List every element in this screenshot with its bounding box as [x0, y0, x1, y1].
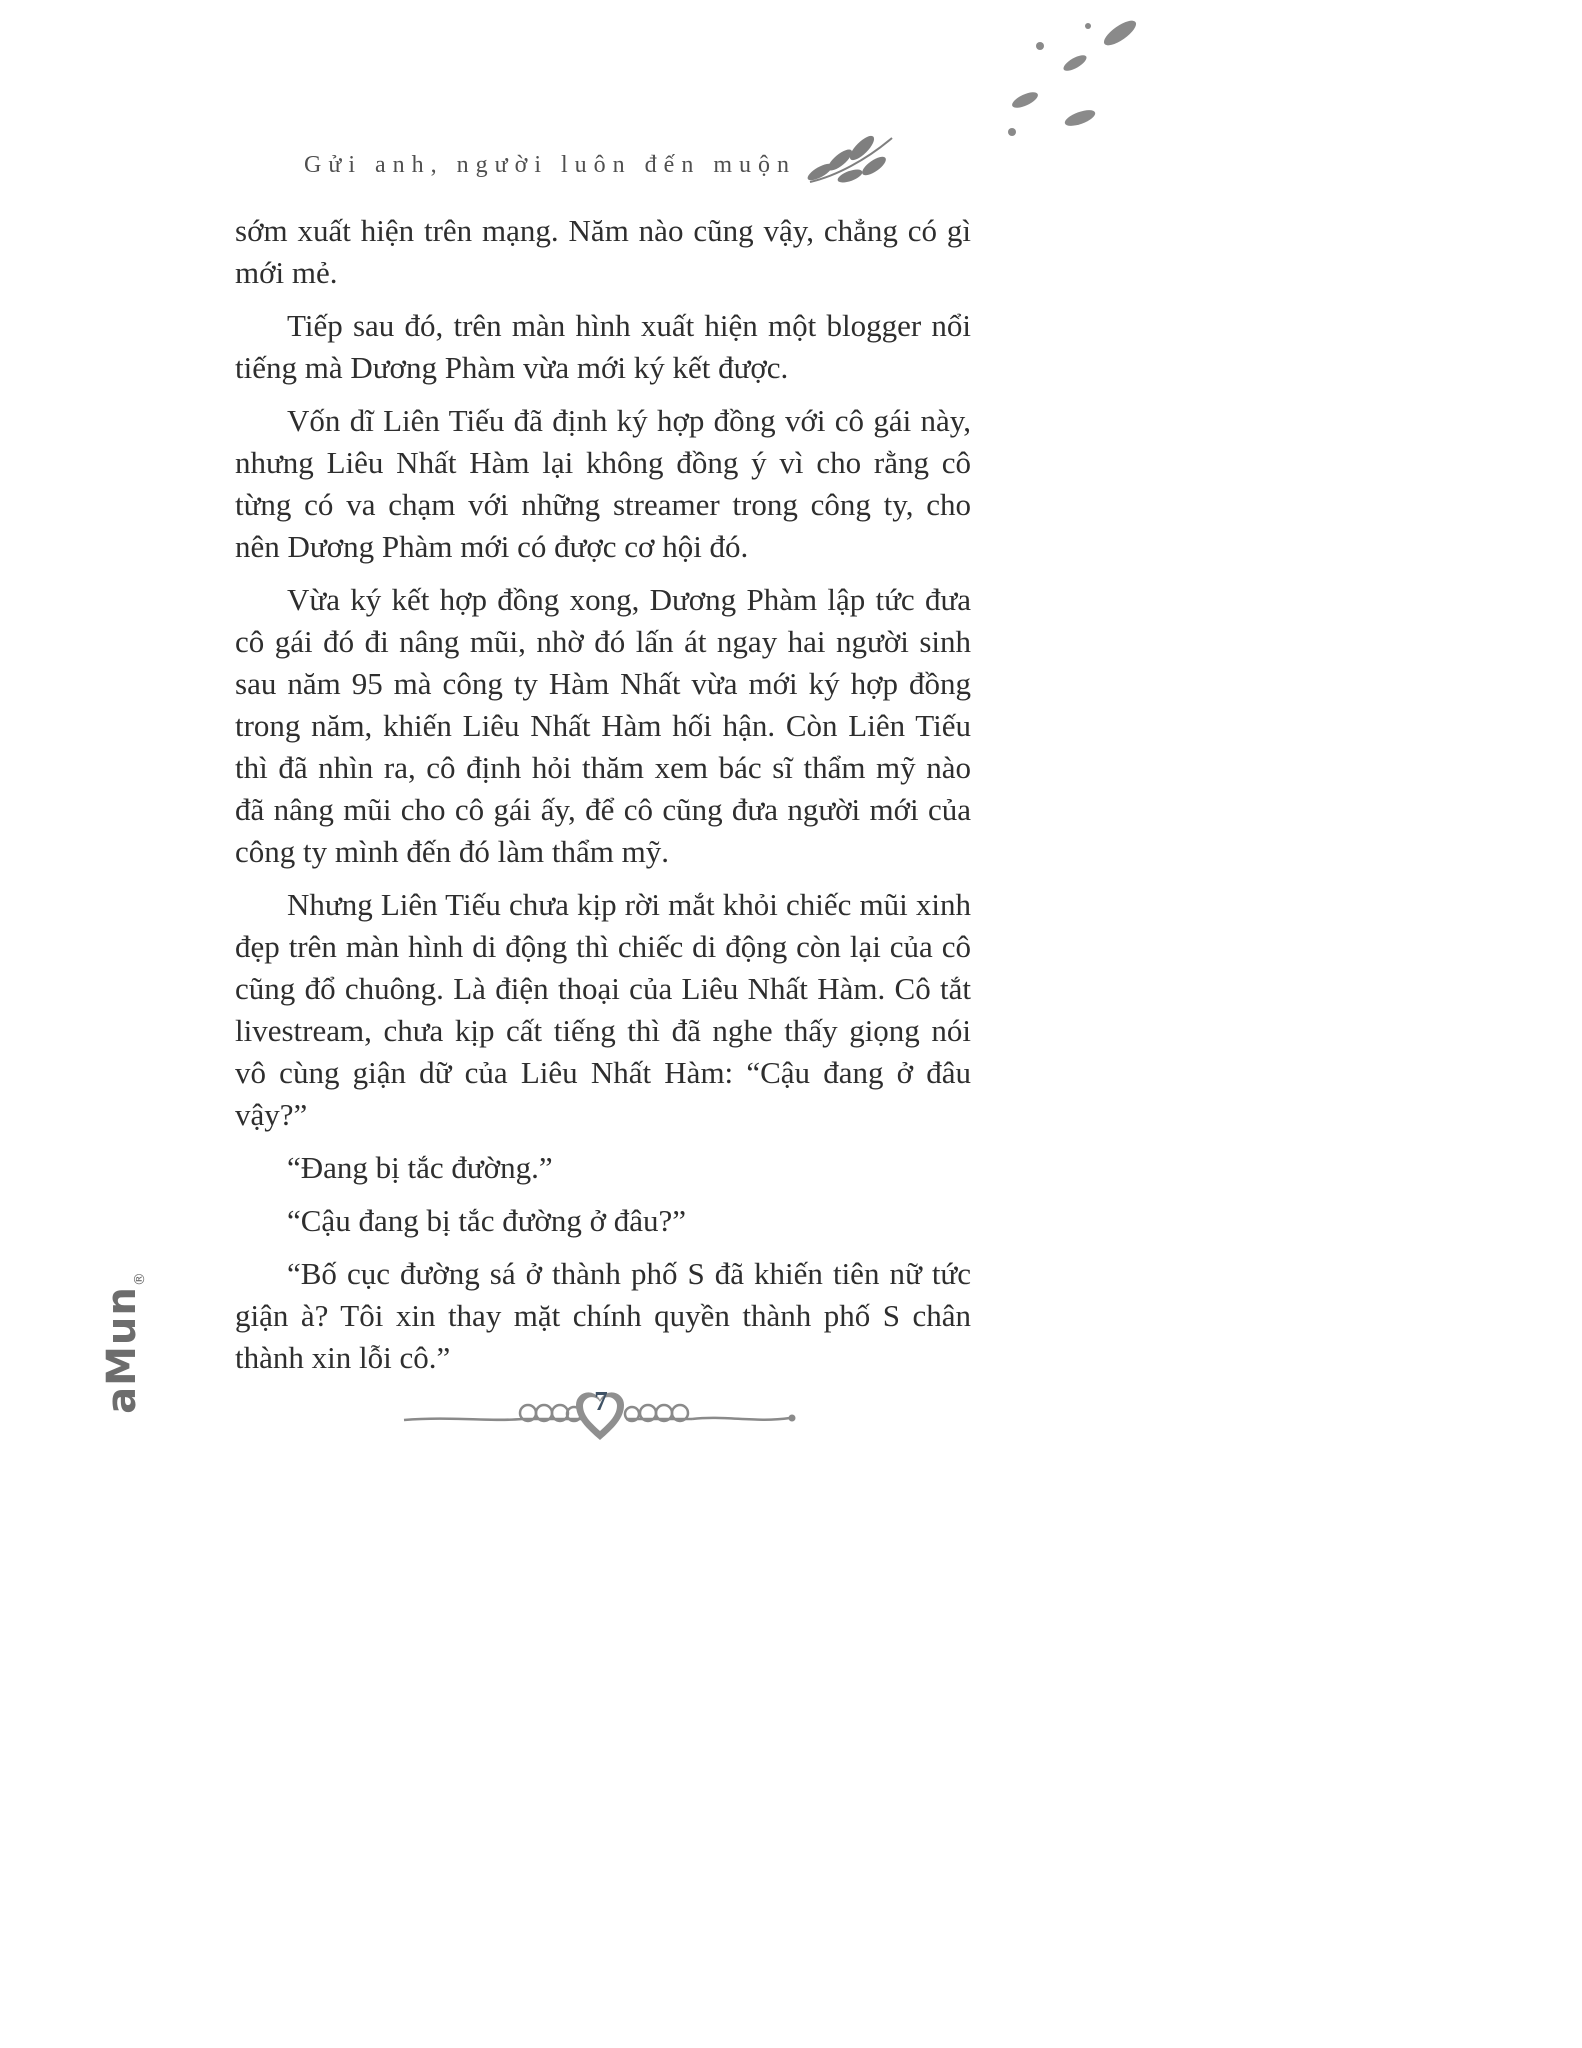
page-footer	[400, 1378, 800, 1458]
leaves-icon	[980, 8, 1160, 158]
publisher-logo	[99, 1271, 148, 1414]
paragraph: Vốn dĩ Liên Tiếu đã định ký hợp đồng với cô gái này, nhưng Liêu Nhất Hàm lại không đồng ý vì cho rằng cô từng có va chạm với những streamer trong công ty, cho nên Dương Phàm mới có được cơ hội đó.	[235, 403, 971, 564]
registered-mark: ®	[131, 1271, 148, 1287]
header-branch-icon	[806, 124, 896, 193]
paragraph: sớm xuất hiện trên mạng. Năm nào cũng vậy, chẳng có gì mới mẻ.	[235, 213, 971, 290]
running-header	[235, 138, 965, 193]
publisher-logo-text: aMun	[98, 1286, 145, 1414]
paragraph: Vừa ký kết hợp đồng xong, Dương Phàm lập tức đưa cô gái đó đi nâng mũi, nhờ đó lấn át ngay hai người sinh sau năm 95 mà công ty Hàm Nhất vừa mới ký hợp đồng trong năm, khiến Liêu Nhất Hàm hối hận. Còn Liên Tiếu thì đã nhìn ra, cô định hỏi thăm xem bác sĩ thẩm mỹ nào đã nâng mũi cho cô gái ấy, để cô cũng đưa người mới của công ty mình đến đó làm thẩm mỹ.	[235, 582, 971, 869]
corner-leaves-ornament	[980, 8, 1160, 163]
page-number: 7	[594, 1386, 608, 1416]
paragraph: “Bố cục đường sá ở thành phố S đã khiến tiên nữ tức giận à? Tôi xin thay mặt chính quyền thành phố S chân thành xin lỗi cô.”	[235, 1256, 971, 1375]
book-title: Gửi anh, người luôn đến muộn	[303, 152, 796, 178]
paragraph: “Đang bị tắc đường.”	[287, 1150, 553, 1185]
paragraph: “Cậu đang bị tắc đường ở đâu?”	[287, 1203, 687, 1238]
text-body	[235, 210, 971, 1390]
paragraph: Tiếp sau đó, trên màn hình xuất hiện một blogger nổi tiếng mà Dương Phàm vừa mới ký kết được.	[235, 308, 971, 385]
paragraph: Nhưng Liên Tiếu chưa kịp rời mắt khỏi chiếc mũi xinh đẹp trên màn hình di động thì chiếc di động còn lại của cô cũng đổ chuông. Là điện thoại của Liêu Nhất Hàm. Cô tắt livestream, chưa kịp cất tiếng thì đã nghe thấy giọng nói vô cùng giận dữ của Liêu Nhất Hàm: “Cậu đang ở đâu vậy?”	[235, 887, 971, 1132]
